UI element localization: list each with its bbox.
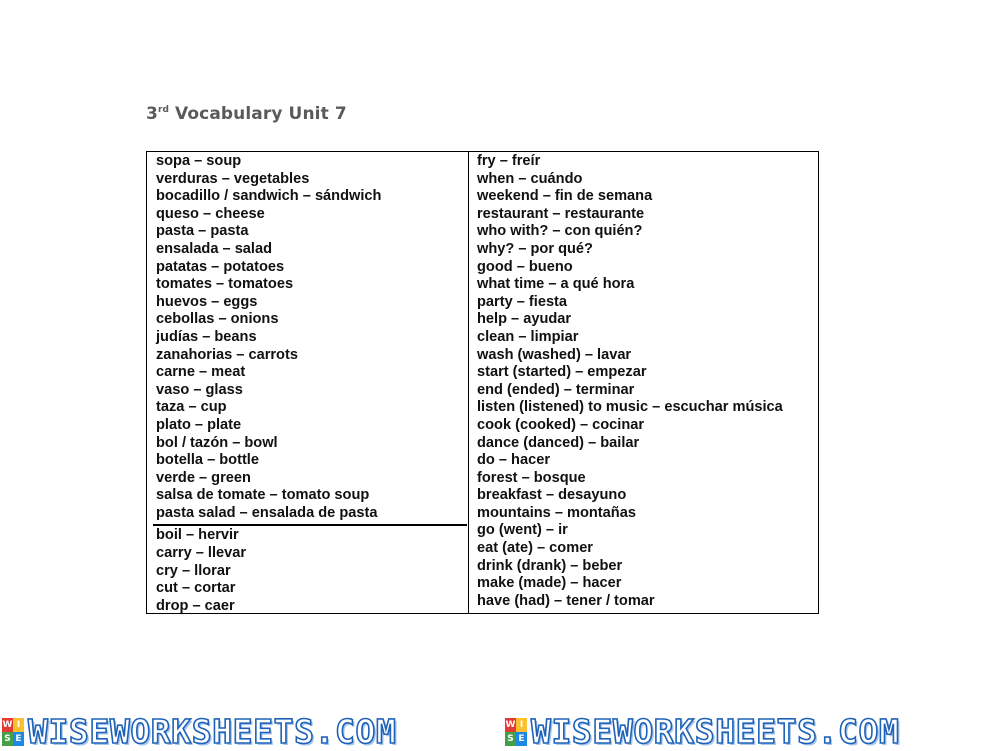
- vocab-entry: why? – por qué?: [477, 240, 593, 257]
- vocab-entry: mountains – montañas: [477, 504, 636, 521]
- vocab-entry: cebollas – onions: [156, 311, 279, 328]
- vocab-entry: botella – bottle: [156, 452, 259, 469]
- vocab-entry: have (had) – tener / tomar: [477, 592, 655, 609]
- vocab-entry: cook (cooked) – cocinar: [477, 416, 645, 433]
- vocab-entry: judías – beans: [156, 328, 257, 345]
- vocab-entry: carne – meat: [156, 364, 246, 381]
- right-list: [477, 153, 817, 610]
- vocab-entry: boil – hervir: [156, 527, 239, 544]
- brand-watermark: [2, 713, 396, 751]
- right-column: [477, 153, 817, 610]
- brand-wordmark: WISEWORKSHEETS.COM: [531, 712, 900, 751]
- vocab-entry: go (went) – ir: [477, 522, 568, 539]
- left-top-list: [156, 153, 464, 522]
- vocab-entry: carry – llevar: [156, 545, 247, 562]
- brand-logo: W I S E: [2, 718, 24, 746]
- vocab-entry: make (made) – hacer: [477, 575, 622, 592]
- vocab-entry: start (started) – empezar: [477, 364, 647, 381]
- vocab-entry: forest – bosque: [477, 469, 586, 486]
- vocab-entry: clean – limpiar: [477, 328, 579, 345]
- vocab-entry: cry – llorar: [156, 562, 231, 579]
- vocab-entry: weekend – fin de semana: [477, 188, 653, 205]
- vocab-entry: restaurant – restaurante: [477, 205, 645, 222]
- vocab-entry: good – bueno: [477, 258, 573, 275]
- left-bottom-list: [156, 527, 464, 615]
- vocab-entry: end (ended) – terminar: [477, 381, 635, 398]
- page-title: 3rd Vocabulary Unit 7: [146, 104, 347, 124]
- vocab-entry: plato – plate: [156, 416, 242, 433]
- brand-logo: W I S E: [505, 718, 527, 746]
- vocab-entry: drink (drank) – beber: [477, 557, 623, 574]
- brand-watermark: [505, 713, 899, 751]
- left-column: [156, 153, 464, 615]
- vocab-entry: tomates – tomatoes: [156, 276, 294, 293]
- section-separator: [153, 524, 467, 526]
- vocab-entry: zanahorias – carrots: [156, 346, 298, 363]
- vocab-entry: listen (listened) to music – escuchar música: [477, 399, 783, 416]
- vocab-entry: salsa de tomate – tomato soup: [156, 487, 370, 504]
- vocab-entry: help – ayudar: [477, 311, 572, 328]
- vocab-entry: drop – caer: [156, 597, 235, 614]
- vocab-entry: verde – green: [156, 469, 251, 486]
- vocab-entry: when – cuándo: [477, 170, 583, 187]
- vocab-entry: what time – a qué hora: [477, 276, 635, 293]
- vocab-entry: bol / tazón – bowl: [156, 434, 278, 451]
- vocab-entry: breakfast – desayuno: [477, 487, 627, 504]
- vocab-entry: do – hacer: [477, 452, 550, 469]
- vocab-entry: pasta – pasta: [156, 223, 249, 240]
- vocab-entry: vaso – glass: [156, 381, 243, 398]
- vocab-entry: patatas – potatoes: [156, 258, 285, 275]
- vocab-entry: pasta salad – ensalada de pasta: [156, 504, 378, 521]
- vocab-entry: verduras – vegetables: [156, 170, 310, 187]
- vocab-entry: taza – cup: [156, 399, 227, 416]
- vocab-entry: huevos – eggs: [156, 293, 258, 310]
- vocab-entry: dance (danced) – bailar: [477, 434, 640, 451]
- vocab-entry: bocadillo / sandwich – sándwich: [156, 188, 382, 205]
- vocab-entry: sopa – soup: [156, 153, 242, 169]
- column-divider: [468, 152, 469, 613]
- vocabulary-table: [146, 151, 819, 614]
- vocab-entry: wash (washed) – lavar: [477, 346, 632, 363]
- footer-watermark: [0, 713, 1000, 751]
- vocab-entry: who with? – con quién?: [477, 223, 643, 240]
- vocab-entry: queso – cheese: [156, 205, 265, 222]
- vocab-entry: ensalada – salad: [156, 240, 273, 257]
- brand-wordmark: WISEWORKSHEETS.COM: [28, 712, 397, 751]
- vocab-entry: cut – cortar: [156, 580, 236, 597]
- vocab-entry: eat (ate) – comer: [477, 540, 593, 557]
- vocab-entry: fry – freír: [477, 153, 541, 169]
- vocab-entry: party – fiesta: [477, 293, 568, 310]
